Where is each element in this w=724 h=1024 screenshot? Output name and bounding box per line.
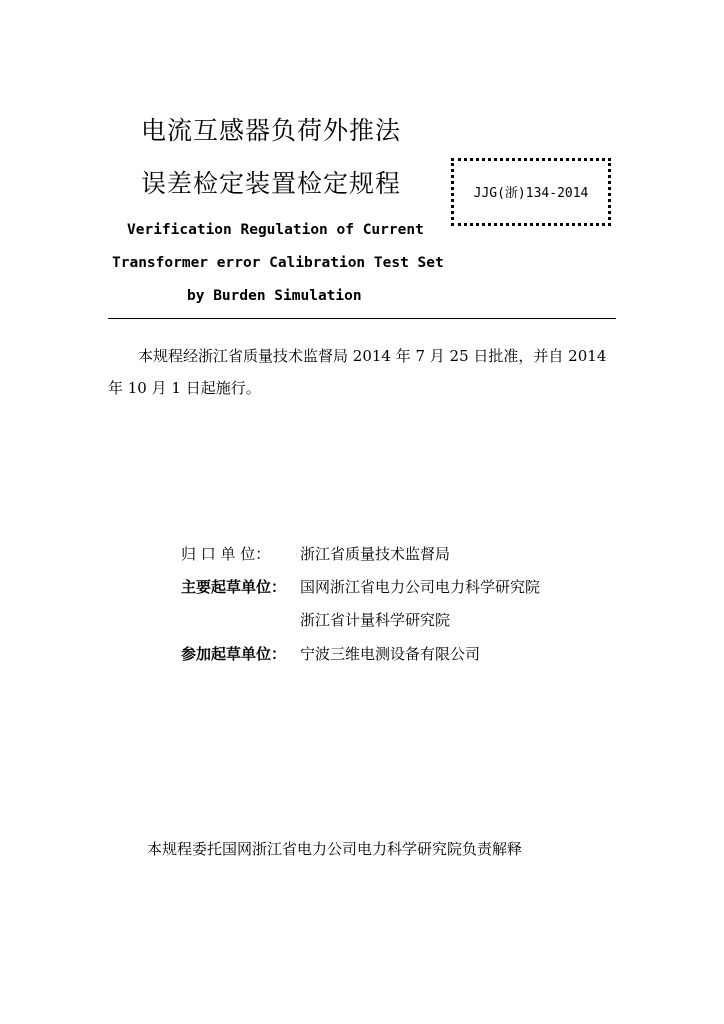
main-drafting-unit-value-1: 国网浙江省电力公司电力科学研究院	[300, 578, 541, 596]
approval-text-line-1: 本规程经浙江省质量技术监督局 2014 年 7 月 25 日批准，并自 2014	[138, 347, 607, 365]
standard-code: JJG(浙)134-2014	[473, 186, 589, 201]
standard-code-box	[451, 158, 611, 226]
participating-unit-label: 参加起草单位：	[181, 645, 287, 663]
main-drafting-unit-value-2: 浙江省计量科学研究院	[300, 611, 451, 629]
approval-text-line-2: 年 10 月 1 日起施行。	[108, 379, 261, 397]
title-en-line-3: by Burden Simulation	[187, 288, 362, 304]
participating-unit-value: 宁波三维电测设备有限公司	[300, 645, 481, 663]
title-en-line-2: Transformer error Calibration Test Set	[112, 255, 444, 271]
responsible-unit-label: 归 口 单 位：	[181, 545, 271, 563]
interpretation-note: 本规程委托国网浙江省电力公司电力科学研究院负责解释	[147, 840, 523, 858]
responsible-unit-value: 浙江省质量技术监督局	[300, 545, 451, 563]
main-drafting-unit-label: 主要起草单位：	[181, 578, 287, 596]
title-cn-line-2: 误差检定装置检定规程	[141, 169, 402, 198]
title-en-line-1: Verification Regulation of Current	[127, 222, 424, 238]
title-divider	[108, 318, 616, 319]
title-cn-line-1: 电流互感器负荷外推法	[141, 116, 402, 145]
